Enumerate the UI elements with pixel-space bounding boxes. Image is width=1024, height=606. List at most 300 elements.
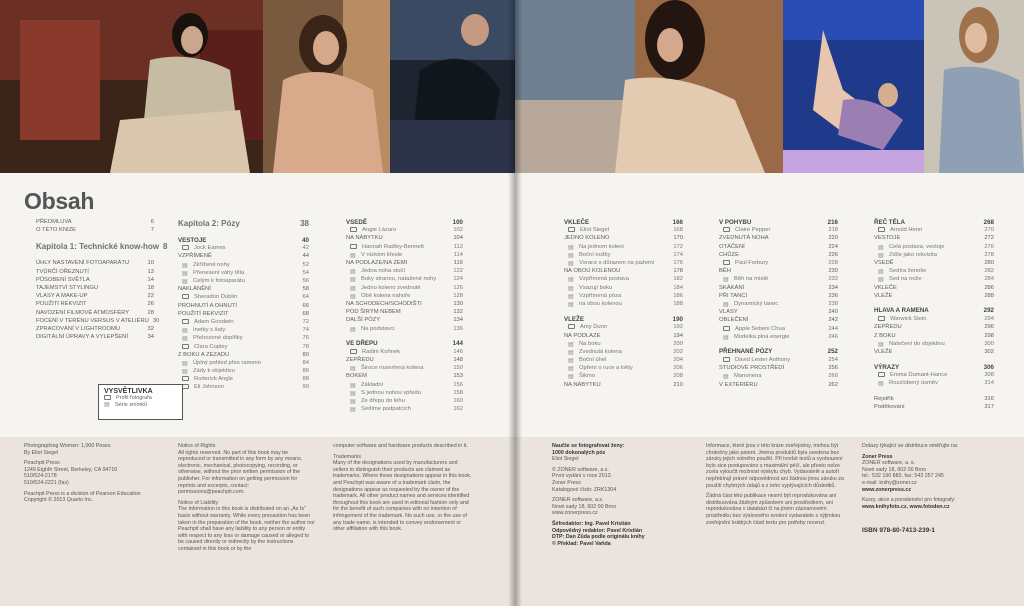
toc-entry bbox=[874, 275, 994, 283]
toc-entry bbox=[178, 359, 309, 367]
toc-entry bbox=[719, 308, 838, 316]
toc-entry-title: Zvednutá kolena bbox=[579, 348, 622, 355]
toc-entry-title: Dynamický tanec bbox=[734, 300, 779, 307]
imprint-book-title: Naučte se fotografovat ženy: bbox=[552, 443, 625, 449]
toc-entry-title: VLEŽE bbox=[874, 292, 893, 299]
toc-entry bbox=[719, 316, 838, 324]
toc-entry-title: Boky stranou, natažené nohy bbox=[361, 276, 437, 283]
toc-entry-title: Apple Sebeni Chua bbox=[735, 325, 785, 332]
film-strip-icon: ▤ bbox=[350, 252, 356, 259]
toc-entry-title: ZPRACOVÁNÍ V LIGHTROOMU bbox=[36, 325, 121, 332]
toc-entry bbox=[719, 226, 838, 234]
toc-spacer bbox=[346, 333, 463, 340]
toc-entry-title: DALŠÍ PÓZY bbox=[346, 317, 381, 324]
photo-woman-blue-sofa bbox=[783, 0, 924, 173]
film-strip-icon: ▤ bbox=[104, 402, 110, 409]
toc-entry-title: Adam Goodwin bbox=[194, 318, 234, 325]
toc-page-number: 52 bbox=[302, 261, 309, 268]
photo-woman-dark-reclining bbox=[390, 0, 515, 173]
toc-entry-title: Přehozené doplňky bbox=[193, 335, 243, 342]
toc-entry-title: Modelka plná energie bbox=[734, 333, 790, 340]
toc-entry-title: NAKLÁNĚNÍ bbox=[178, 286, 211, 293]
toc-entry-label bbox=[362, 244, 424, 250]
toc-entry-label bbox=[568, 365, 633, 373]
toc-entry-label bbox=[878, 243, 945, 251]
photo-woman-armchair bbox=[0, 0, 265, 173]
toc-entry bbox=[178, 261, 309, 269]
toc-page-number: 148 bbox=[453, 357, 463, 364]
toc-entry-title: VESTOJE bbox=[178, 236, 207, 244]
toc-entry-title: VLEŽE bbox=[564, 315, 584, 323]
toc-page-number: 240 bbox=[828, 309, 838, 316]
toc-page-number: 186 bbox=[673, 292, 683, 299]
toc-entry-title: BOKEM bbox=[346, 373, 367, 380]
toc-page-number: 22 bbox=[147, 293, 154, 300]
film-strip-icon: ▤ bbox=[182, 360, 188, 367]
camera-icon bbox=[878, 316, 885, 321]
toc-entry bbox=[178, 277, 309, 285]
toc-entry-title: Úplný pohled přes rameno bbox=[193, 359, 261, 366]
toc-column-3 bbox=[346, 218, 463, 413]
toc-entry-title: NA PODLAZE bbox=[564, 332, 601, 339]
toc-entry-title: ŘEČ TĚLA bbox=[874, 218, 905, 226]
toc-entry bbox=[346, 300, 463, 308]
toc-entry bbox=[346, 275, 463, 283]
toc-entry-title: OTÁČENÍ bbox=[719, 243, 745, 250]
toc-page-number: 246 bbox=[828, 333, 838, 340]
toc-page-number: 192 bbox=[673, 324, 683, 331]
imprint-book-subtitle: 1000 dokonalých póz bbox=[552, 449, 606, 456]
toc-entry-label bbox=[350, 365, 424, 373]
film-strip-icon: ▤ bbox=[182, 328, 188, 335]
film-strip-icon: ▤ bbox=[723, 374, 729, 381]
toc-section bbox=[564, 315, 683, 323]
toc-entry-title: VLASY bbox=[719, 309, 738, 316]
toc-entry-label bbox=[194, 344, 228, 350]
toc-page-number: 158 bbox=[453, 389, 463, 396]
toc-page-number: 86 bbox=[302, 368, 309, 375]
toc-entry-label bbox=[723, 276, 769, 284]
toc-entry bbox=[178, 252, 309, 260]
toc-entry bbox=[874, 315, 994, 323]
toc-entry-title: Jedno koleno zvednuté bbox=[361, 284, 421, 291]
toc-entry-label bbox=[890, 372, 947, 378]
imprint-text: 1249 Eighth Street, Berkeley, CA 94710 bbox=[24, 466, 118, 473]
toc-entry-label bbox=[890, 316, 927, 322]
toc-entry bbox=[346, 348, 463, 356]
toc-entry-title: TAJEMSTVÍ STYLINGU bbox=[36, 285, 99, 292]
toc-entry bbox=[719, 284, 838, 292]
toc-entry bbox=[178, 302, 309, 310]
toc-entry-label bbox=[580, 227, 609, 233]
toc-entry bbox=[719, 267, 838, 275]
toc-entry-title: Manonena bbox=[734, 373, 762, 380]
toc-page-number: 128 bbox=[453, 292, 463, 299]
toc-page-number: 280 bbox=[984, 260, 994, 267]
toc-entry-label bbox=[735, 260, 768, 266]
imprint-text: Katalogové číslo: ZRK1304 bbox=[552, 486, 617, 493]
film-strip-icon: ▤ bbox=[350, 407, 356, 414]
toc-entry-title: TVŮRČÍ OŘEZNUTÍ bbox=[36, 268, 89, 275]
toc-entry bbox=[178, 285, 309, 293]
toc-entry-title: BĚH bbox=[719, 268, 731, 275]
toc-spacer bbox=[178, 229, 309, 236]
toc-page-number: 202 bbox=[673, 348, 683, 355]
imprint-text: computer software and hardware products described in it. bbox=[333, 443, 468, 449]
toc-page-number: 288 bbox=[984, 292, 994, 299]
imprint-column-5 bbox=[706, 443, 846, 530]
film-strip-icon: ▤ bbox=[350, 399, 356, 406]
imprint-text: Peachpit Press is a division of Pearson Education bbox=[24, 490, 141, 497]
toc-column-6 bbox=[874, 218, 994, 411]
toc-entry-title: Vzpřímená postava bbox=[579, 276, 629, 283]
imprint-text: ZONER software, a. s. bbox=[862, 460, 915, 467]
toc-entry bbox=[178, 351, 309, 359]
toc-page-number: 38 bbox=[300, 219, 309, 228]
toc-entry-label bbox=[350, 389, 421, 397]
toc-page-number: 184 bbox=[673, 284, 683, 291]
toc-entry-title: Sedíra ženoše bbox=[889, 268, 927, 275]
toc-page-number: 90 bbox=[302, 384, 309, 391]
imprint-text: www.knihyfoto.cz, www.fotoden.cz bbox=[862, 503, 950, 510]
imprint-text: All rights reserved. No part of this book may be reproduced or transmitted in any form by any means, electronic, mechanical, photocopying, recording, or otherwise, without the prior written permission of the publisher. For information on getting permission for reprints and excerpts, contact: permissions@peachpit.com. bbox=[178, 449, 303, 496]
imprint-text: Eliot Siegel bbox=[552, 456, 579, 463]
film-strip-icon: ▤ bbox=[182, 262, 188, 269]
toc-entry-title: Boční úhel bbox=[579, 357, 607, 364]
toc-entry-title: VÝRAZY bbox=[874, 363, 900, 371]
toc-section bbox=[564, 218, 683, 226]
toc-page-number: 8 bbox=[162, 242, 168, 252]
film-strip-icon: ▤ bbox=[350, 326, 356, 333]
toc-entry bbox=[346, 397, 463, 405]
toc-entry-label bbox=[194, 376, 233, 382]
legend-box bbox=[98, 384, 183, 420]
toc-page-number: 18 bbox=[147, 285, 154, 292]
toc-entry-title: ÚHLY NASTAVENÍ FOTOAPARÁTU bbox=[36, 260, 130, 267]
film-strip-icon: ▤ bbox=[182, 369, 188, 376]
imprint-column-3 bbox=[333, 443, 473, 537]
toc-entry-title: VE DŘEPU bbox=[346, 340, 378, 348]
toc-entry bbox=[36, 300, 154, 308]
toc-entry-title: Sheradon Dublin bbox=[194, 294, 238, 301]
toc-entry bbox=[719, 356, 838, 364]
toc-entry bbox=[874, 379, 994, 387]
toc-page-number: 316 bbox=[984, 395, 994, 402]
toc-entry-label bbox=[194, 245, 226, 251]
toc-entry-title: Vsazují boku bbox=[579, 284, 613, 291]
toc-entry-label bbox=[735, 326, 785, 332]
toc-page-number: 268 bbox=[983, 218, 994, 226]
toc-entry bbox=[874, 292, 994, 300]
imprint-text: Many of the designations used by manufacturers and sellers to distinguish their products are claimed as trademarks. Where those designations appear in this book, and Peachpit was aware of a trademark claim, the designations appear as requested by the owner of the trademark. All other product names and services identified throughout this book are used in editorial fashion only and for the benefit of such companies with no intention of infringement of the trademark. No such use, or the use of any trade name, is intended to convey endorsement or other affiliation with this book. bbox=[333, 460, 472, 533]
toc-page-number: 13 bbox=[147, 268, 154, 275]
toc-entry bbox=[36, 317, 160, 325]
toc-entry-title: Běh na místě bbox=[734, 276, 769, 283]
toc-entry-label bbox=[878, 380, 938, 388]
toc-entry bbox=[874, 284, 994, 292]
toc-entry-title: Kapitola 2: Pózy bbox=[178, 219, 240, 228]
imprint-text: Nové sady 18, 602 00 Brno bbox=[862, 466, 927, 473]
camera-icon bbox=[182, 344, 189, 349]
toc-entry-title: NA NÁBYTKU bbox=[346, 235, 383, 242]
toc-entry bbox=[874, 226, 994, 234]
toc-entry-title: Rozzlobený úsměv bbox=[889, 380, 938, 387]
toc-entry bbox=[178, 326, 309, 334]
toc-entry bbox=[178, 334, 309, 342]
page-title: Obsah bbox=[24, 188, 95, 214]
camera-icon bbox=[182, 245, 189, 250]
toc-entry-title: Boční nožky bbox=[579, 251, 611, 258]
toc-entry bbox=[178, 367, 309, 375]
toc-entry bbox=[346, 389, 463, 397]
toc-entry-title: Clara Copley bbox=[194, 343, 228, 350]
camera-icon bbox=[182, 319, 189, 324]
toc-entry bbox=[564, 251, 683, 259]
imprint-text: Zoner Press bbox=[552, 479, 581, 486]
toc-page-number: 54 bbox=[302, 269, 309, 276]
toc-entry bbox=[874, 348, 994, 356]
imprint-text: Dotazy týkající se distribuce směřujte na: bbox=[862, 443, 959, 449]
toc-page-number: 308 bbox=[984, 372, 994, 379]
photo-woman-blonde bbox=[924, 0, 1024, 173]
toc-entry bbox=[564, 356, 683, 364]
toc-entry-title: David Lester Anthony bbox=[735, 357, 791, 364]
imprint-text: Copyright © 2013 Quarto Inc. bbox=[24, 497, 93, 504]
photo-woman-peach-dress bbox=[263, 0, 390, 173]
toc-entry bbox=[719, 259, 838, 267]
toc-entry-label bbox=[568, 340, 601, 348]
film-strip-icon: ▤ bbox=[878, 244, 884, 251]
toc-entry bbox=[346, 324, 463, 332]
toc-page-number: 244 bbox=[828, 325, 838, 332]
toc-entry bbox=[178, 293, 309, 301]
toc-page-number: 188 bbox=[673, 300, 683, 307]
toc-page-number: 182 bbox=[673, 276, 683, 283]
toc-page-number: 302 bbox=[984, 348, 994, 355]
toc-page-number: 242 bbox=[828, 317, 838, 324]
film-strip-icon: ▤ bbox=[878, 381, 884, 388]
toc-entry-title: Vsrace s důrazem na pažemi bbox=[579, 260, 655, 267]
imprint-text: Zoner Press bbox=[862, 453, 893, 460]
toc-entry bbox=[564, 323, 683, 331]
toc-entry-title: HLAVA A RAMENA bbox=[874, 307, 929, 315]
toc-entry-title: NA NÁBYTKU bbox=[564, 381, 601, 388]
toc-entry-title: Roderick Angle bbox=[194, 376, 233, 383]
toc-entry-title: V nízkém křesle bbox=[361, 251, 403, 258]
toc-entry-label bbox=[350, 276, 437, 284]
toc-entry-title: Jedna noha stočí bbox=[361, 268, 406, 275]
legend-item-label: Série snímků bbox=[115, 402, 148, 408]
toc-entry bbox=[346, 292, 463, 300]
toc-page-number: 88 bbox=[302, 376, 309, 383]
toc-entry bbox=[874, 371, 994, 379]
toc-page-number: 298 bbox=[984, 332, 994, 339]
camera-icon bbox=[723, 357, 730, 362]
film-strip-icon: ▤ bbox=[878, 277, 884, 284]
toc-entry bbox=[178, 244, 309, 252]
legend-item-series bbox=[104, 402, 177, 409]
toc-entry bbox=[178, 318, 309, 326]
toc-entry bbox=[874, 234, 994, 242]
toc-page-number: 300 bbox=[984, 340, 994, 347]
toc-page-number: 74 bbox=[302, 327, 309, 334]
toc-entry-title: Eli Johnson bbox=[194, 384, 224, 391]
toc-entry-title: Na jednom koleni bbox=[579, 243, 624, 250]
imprint-column-1 bbox=[24, 443, 144, 508]
imprint-text: ZONER software, a.s. bbox=[552, 497, 604, 504]
toc-page-number: 126 bbox=[453, 284, 463, 291]
film-strip-icon: ▤ bbox=[568, 301, 574, 308]
film-strip-icon: ▤ bbox=[182, 279, 188, 286]
toc-entry-label bbox=[350, 406, 411, 414]
toc-entry-title: Zdíle jako rekvizita bbox=[889, 251, 938, 258]
toc-entry bbox=[564, 348, 683, 356]
toc-page-number: 132 bbox=[453, 309, 463, 316]
imprint-text: Photographing Women: 1,000 Poses bbox=[24, 443, 111, 449]
toc-entry bbox=[719, 324, 838, 332]
toc-page-number: 34 bbox=[147, 334, 154, 341]
toc-entry bbox=[346, 267, 463, 275]
imprint-text: www.zonerpress.cz bbox=[862, 486, 911, 493]
toc-entry-label bbox=[878, 268, 927, 276]
toc-entry-title: VSEDĚ bbox=[874, 260, 894, 267]
camera-icon bbox=[350, 349, 357, 354]
toc-page-number: 56 bbox=[302, 278, 309, 285]
film-strip-icon: ▤ bbox=[568, 277, 574, 284]
toc-entry bbox=[564, 267, 683, 275]
film-strip-icon: ▤ bbox=[568, 293, 574, 300]
film-strip-icon: ▤ bbox=[182, 336, 188, 343]
film-strip-icon: ▤ bbox=[878, 341, 884, 348]
toc-entry bbox=[874, 259, 994, 267]
toc-entry-label bbox=[878, 340, 945, 348]
toc-entry bbox=[564, 300, 683, 308]
toc-entry-label bbox=[568, 260, 655, 268]
toc-section bbox=[346, 340, 463, 348]
camera-icon bbox=[878, 372, 885, 377]
film-strip-icon: ▤ bbox=[350, 285, 356, 292]
toc-entry bbox=[36, 333, 154, 341]
toc-entry-title: Warwick Stein bbox=[890, 316, 927, 323]
toc-entry bbox=[564, 340, 683, 348]
toc-entry-title: POUŽITÍ REKVIZIT bbox=[36, 301, 87, 308]
imprint-text: Nové sady 18, 602 00 Brno bbox=[552, 503, 617, 510]
toc-entry-label bbox=[568, 373, 596, 381]
toc-page-number: 64 bbox=[302, 294, 309, 301]
imprint-text: Informace, které jsou v této knize zveřejněny, mohou být chráněny jako patent. Jména produktů byla uvedena bez záruky jejich volného použití. Při tvorbě textů a vyobrazení bylo sice postupováno s maximální péčí, ale přesto nelze zcela vyloučit možnost výskytu chyb. Vydavatelé a autoři nepřebírají právní odpovědnost ani žádnou jinou záruku za použití chybných údajů a z toho vyplývajících důsledků. bbox=[706, 443, 844, 489]
toc-entry-title: SKÁKÁNÍ bbox=[719, 284, 745, 291]
imprint-text: The information in this book is distributed on an „As Is" basis without warranty. While every precaution has been taken in the preparation of the book, neither the author nor Peachpit shall have any liability to any person or entity with respect to any loss or damage caused or alleged to be caused directly or indirectly by the instructions contained in this book or by the bbox=[178, 506, 315, 552]
toc-entry-title: Rejstřík bbox=[874, 395, 894, 402]
toc-entry-label bbox=[194, 294, 237, 300]
toc-page-number: 14 bbox=[147, 276, 154, 283]
toc-page-number: 232 bbox=[828, 276, 838, 283]
toc-entry-title: FOCENÍ V TERÉNU VERSUS V ATELIÉRU bbox=[36, 317, 149, 324]
toc-page-number: 256 bbox=[828, 365, 838, 372]
toc-page-number: 124 bbox=[453, 276, 463, 283]
film-strip-icon: ▤ bbox=[568, 252, 574, 259]
toc-spacer bbox=[36, 252, 154, 259]
toc-entry-title: V POHYBU bbox=[719, 218, 752, 226]
toc-entry-label bbox=[194, 319, 234, 325]
toc-entry-title: VSEDĚ bbox=[346, 218, 367, 226]
toc-entry-label bbox=[350, 381, 384, 389]
toc-section bbox=[178, 236, 309, 244]
toc-entry-title: Angie Lázaro bbox=[362, 227, 397, 234]
toc-page-number: 40 bbox=[302, 236, 309, 244]
toc-page-number: 276 bbox=[984, 243, 994, 250]
toc-page-number: 224 bbox=[828, 243, 838, 250]
film-strip-icon: ▤ bbox=[568, 341, 574, 348]
toc-entry-title: ZEPŘEDU bbox=[346, 357, 374, 364]
toc-section bbox=[874, 307, 994, 315]
toc-page-number: 200 bbox=[673, 340, 683, 347]
toc-page-number: 190 bbox=[672, 315, 683, 323]
toc-entry-label bbox=[182, 269, 245, 277]
toc-page-number: 176 bbox=[673, 260, 683, 267]
toc-entry-title: Paul Forbury bbox=[735, 260, 769, 267]
imprint-text: © Překlad: Pavel Vaňda bbox=[552, 540, 611, 547]
toc-entry bbox=[874, 243, 994, 251]
toc-entry-title: Sed na nože bbox=[889, 276, 922, 283]
toc-entry-title: Radim Koňnek bbox=[362, 348, 401, 355]
imprint-text: © ZONER software, a.s. bbox=[552, 466, 609, 473]
toc-entry-title: PROHNUTÍ A OHNUTÍ bbox=[178, 302, 237, 309]
toc-entry-label bbox=[182, 368, 235, 376]
toc-section bbox=[719, 348, 838, 356]
toc-entry-label bbox=[723, 373, 762, 381]
camera-icon bbox=[878, 227, 885, 232]
film-strip-icon: ▤ bbox=[350, 277, 356, 284]
toc-page-number: 112 bbox=[453, 243, 463, 250]
toc-entry bbox=[346, 356, 463, 364]
film-strip-icon: ▤ bbox=[723, 334, 729, 341]
toc-entry bbox=[719, 234, 838, 242]
imprint-column-6 bbox=[862, 443, 1002, 539]
toc-entry-label bbox=[568, 348, 622, 356]
imprint-text: Šéfredaktor: Ing. Pavel Kristián bbox=[552, 520, 631, 527]
toc-entry bbox=[346, 381, 463, 389]
toc-page-number: 260 bbox=[828, 373, 838, 380]
imprint-text: By Eliot Siegel bbox=[24, 449, 59, 456]
toc-entry bbox=[178, 383, 309, 391]
camera-icon bbox=[182, 376, 189, 381]
toc-entry-label bbox=[568, 251, 611, 259]
toc-entry-title: NAVOZENÍ FILMOVÉ ATMOSFÉRY bbox=[36, 309, 130, 316]
toc-page-number: 26 bbox=[147, 301, 154, 308]
toc-entry-title: POD ŠIRÝM NEBEM bbox=[346, 309, 401, 316]
toc-entry bbox=[719, 364, 838, 372]
toc-entry bbox=[346, 259, 463, 267]
toc-entry-title: VLEŽE bbox=[874, 348, 893, 355]
toc-entry bbox=[564, 275, 683, 283]
toc-page-number: 272 bbox=[984, 235, 994, 242]
toc-entry bbox=[564, 259, 683, 267]
film-strip-icon: ▤ bbox=[568, 349, 574, 356]
toc-entry-title: ZVEDNUTÁ NOHA bbox=[719, 235, 769, 242]
photo-strip bbox=[0, 0, 1024, 173]
toc-page-number: 130 bbox=[453, 300, 463, 307]
toc-entry bbox=[564, 331, 683, 339]
toc-page-number: 160 bbox=[453, 398, 463, 405]
toc-entry-title: Emma Dumant-Hance bbox=[890, 372, 948, 379]
toc-page-number: 136 bbox=[453, 325, 463, 332]
toc-entry-title: PŘEDMLUVA bbox=[36, 219, 72, 226]
toc-page-number: 72 bbox=[302, 318, 309, 325]
toc-entry bbox=[36, 325, 154, 333]
toc-entry bbox=[36, 259, 154, 267]
toc-entry-label bbox=[362, 349, 400, 355]
